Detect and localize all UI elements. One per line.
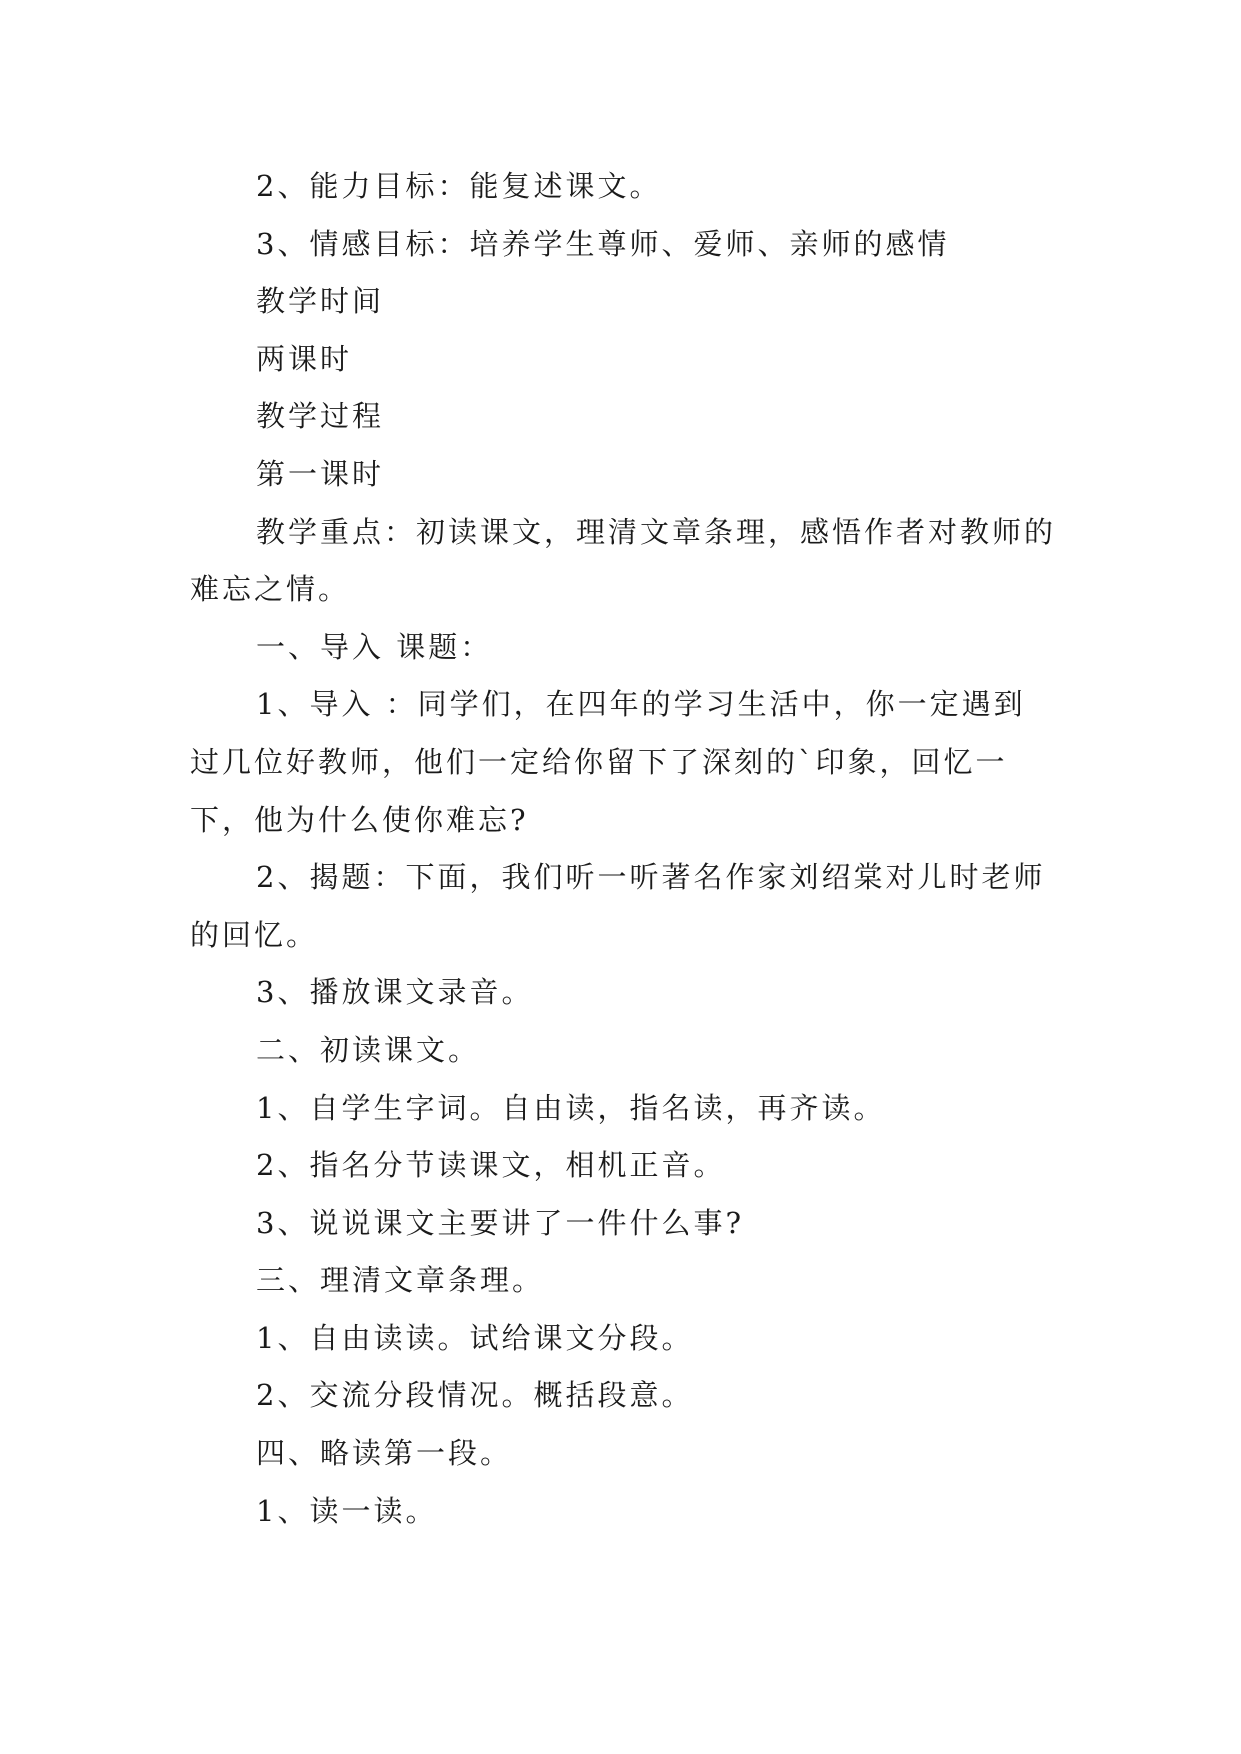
paragraph: 3、情感目标：培养学生尊师、爱师、亲师的感情	[256, 226, 950, 261]
paragraph: 3、说说课文主要讲了一件什么事?	[256, 1205, 744, 1240]
section-heading: 教学时间	[256, 284, 385, 319]
paragraph: 3、播放课文录音。	[256, 975, 534, 1010]
paragraph: 1、读一读。	[256, 1493, 438, 1528]
paragraph: 2、交流分段情况。概括段意。	[256, 1378, 694, 1413]
section-heading: 第一课时	[256, 456, 385, 491]
section-heading: 三、理清文章条理。	[256, 1263, 545, 1298]
section-heading: 四、略读第一段。	[256, 1436, 513, 1471]
paragraph: 2、指名分节读课文，相机正音。	[256, 1148, 726, 1183]
section-heading: 一、导入 课题：	[256, 629, 493, 664]
paragraph: 1、自学生字词。自由读，指名读，再齐读。	[256, 1090, 886, 1125]
section-heading: 教学过程	[256, 399, 385, 434]
document-body	[190, 158, 1056, 1540]
section-heading: 二、初读课文。	[256, 1032, 481, 1067]
paragraph: 1、导入 ：同学们，在四年的学习生活中，你一定遇到过几位好教师，他们一定给你留下了深刻的`印象，回忆一下，他为什么使你难忘?	[190, 687, 1026, 837]
paragraph: 1、自由读读。试给课文分段。	[256, 1320, 694, 1355]
paragraph: 教学重点：初读课文，理清文章条理，感悟作者对教师的难忘之情。	[190, 514, 1057, 607]
paragraph: 两课时	[256, 341, 353, 376]
paragraph: 2、能力目标：能复述课文。	[256, 169, 662, 203]
paragraph: 2、揭题：下面，我们听一听著名作家刘绍棠对儿时老师的回忆。	[190, 860, 1046, 952]
